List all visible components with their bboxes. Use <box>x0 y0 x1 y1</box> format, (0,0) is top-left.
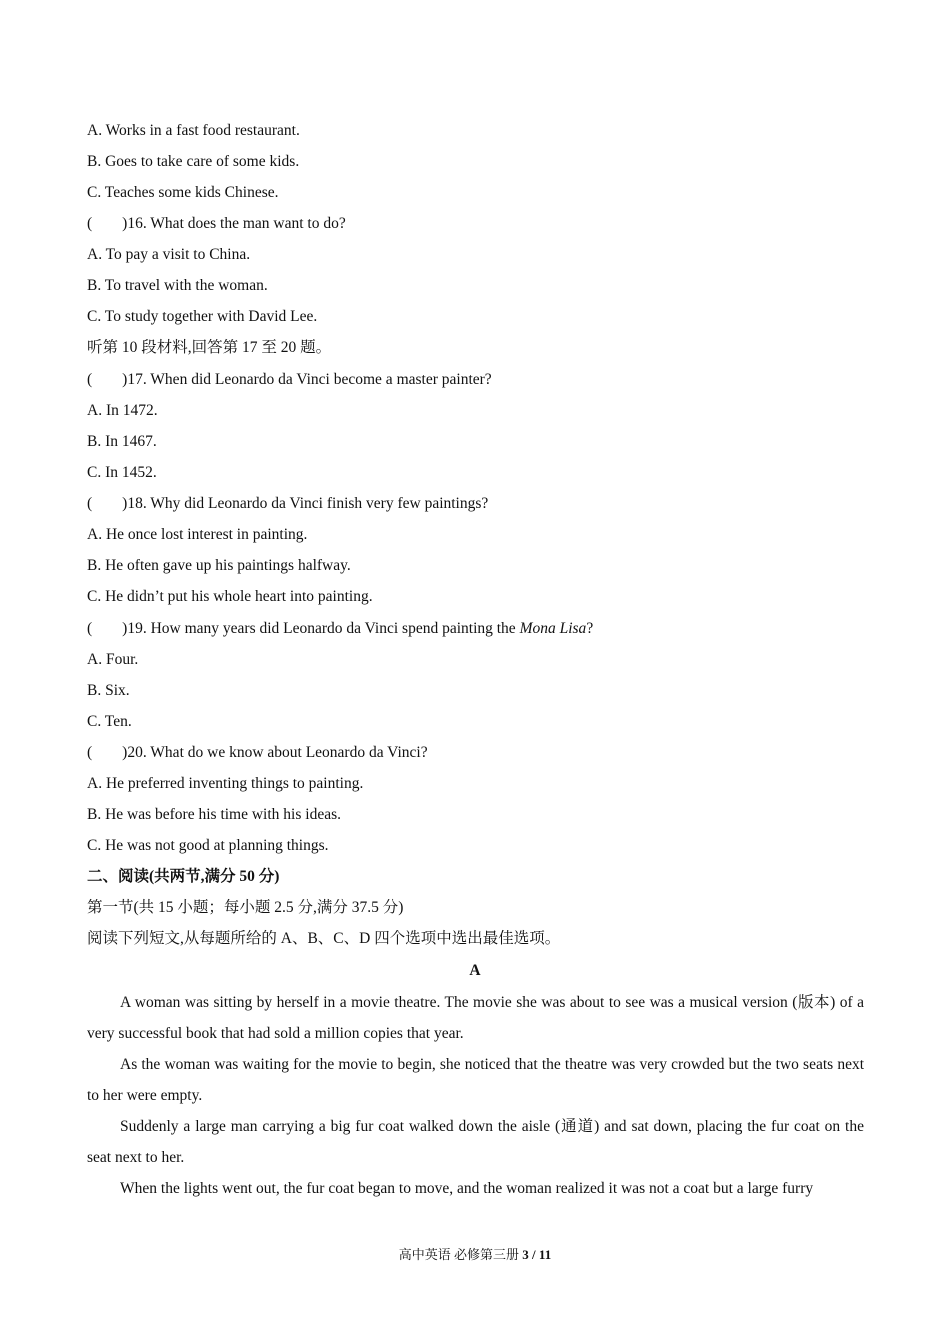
option-line: C. He was not good at planning things. <box>87 837 329 854</box>
option-line: A. To pay a visit to China. <box>87 246 251 263</box>
section-heading: 二、阅读(共两节,满分 50 分) <box>87 868 280 885</box>
option-line: B. He was before his time with his ideas. <box>87 806 341 823</box>
option-line: B. To travel with the woman. <box>87 277 268 294</box>
page-number: 3 / 11 <box>522 1247 552 1262</box>
answer-bracket-open: ( <box>87 215 93 232</box>
option-line: C. Ten. <box>87 713 132 730</box>
option-line: A. He preferred inventing things to painting. <box>87 775 364 792</box>
option-line: C. In 1452. <box>87 464 157 481</box>
passage-label: A <box>469 962 481 979</box>
question-mark: ? <box>586 620 594 637</box>
reading-instruction: 阅读下列短文,从每题所给的 A、B、C、D 四个选项中选出最佳选项。 <box>87 930 561 947</box>
question-text: )20. What do we know about Leonardo da Vinci? <box>122 744 428 761</box>
option-line: B. Six. <box>87 682 130 699</box>
question-text: )17. When did Leonardo da Vinci become a master painter? <box>122 371 492 388</box>
passage-paragraph: A woman was sitting by herself in a movie theatre. The movie she was about to see was a musical version (版本) of a very successful book that had sold a million copies that year. <box>87 994 864 1042</box>
passage-paragraph: Suddenly a large man carrying a big fur coat walked down the aisle (通道) and sat down, placing the fur coat on the seat next to her. <box>87 1118 864 1166</box>
option-line: A. Four. <box>87 651 139 668</box>
painting-title: Mona Lisa <box>519 620 587 637</box>
option-line: C. Teaches some kids Chinese. <box>87 184 279 201</box>
page-footer <box>0 1246 950 1264</box>
listening-instruction: 听第 10 段材料,回答第 17 至 20 题。 <box>87 339 332 356</box>
option-line: C. He didn’t put his whole heart into painting. <box>87 588 373 605</box>
option-line: A. Works in a fast food restaurant. <box>87 122 300 139</box>
passage-paragraph: As the woman was waiting for the movie to begin, she noticed that the theatre was very crowded but the two seats next to her were empty. <box>87 1056 864 1104</box>
answer-bracket-open: ( <box>87 371 93 388</box>
subsection-heading: 第一节(共 15 小题；每小题 2.5 分,满分 37.5 分) <box>87 899 404 916</box>
answer-bracket-open: ( <box>87 744 93 761</box>
question-text: )19. How many years did Leonardo da Vinci spend painting the <box>122 620 520 637</box>
passage-paragraph: When the lights went out, the fur coat began to move, and the woman realized it was not a coat but a large furry <box>120 1180 814 1197</box>
answer-bracket-open: ( <box>87 495 93 512</box>
footer-title: 高中英语 必修第三册 <box>398 1247 523 1262</box>
question-text: )18. Why did Leonardo da Vinci finish very few paintings? <box>122 495 489 512</box>
option-line: B. Goes to take care of some kids. <box>87 153 300 170</box>
question-text: )16. What does the man want to do? <box>122 215 346 232</box>
question-17 <box>87 370 492 390</box>
question-19 <box>87 619 593 639</box>
option-line: A. He once lost interest in painting. <box>87 526 308 543</box>
option-line: C. To study together with David Lee. <box>87 308 318 325</box>
question-18 <box>87 494 488 514</box>
question-16 <box>87 214 346 234</box>
question-20 <box>87 743 428 763</box>
option-line: A. In 1472. <box>87 402 158 419</box>
answer-bracket-open: ( <box>87 620 93 637</box>
option-line: B. He often gave up his paintings halfway. <box>87 557 351 574</box>
option-line: B. In 1467. <box>87 433 157 450</box>
